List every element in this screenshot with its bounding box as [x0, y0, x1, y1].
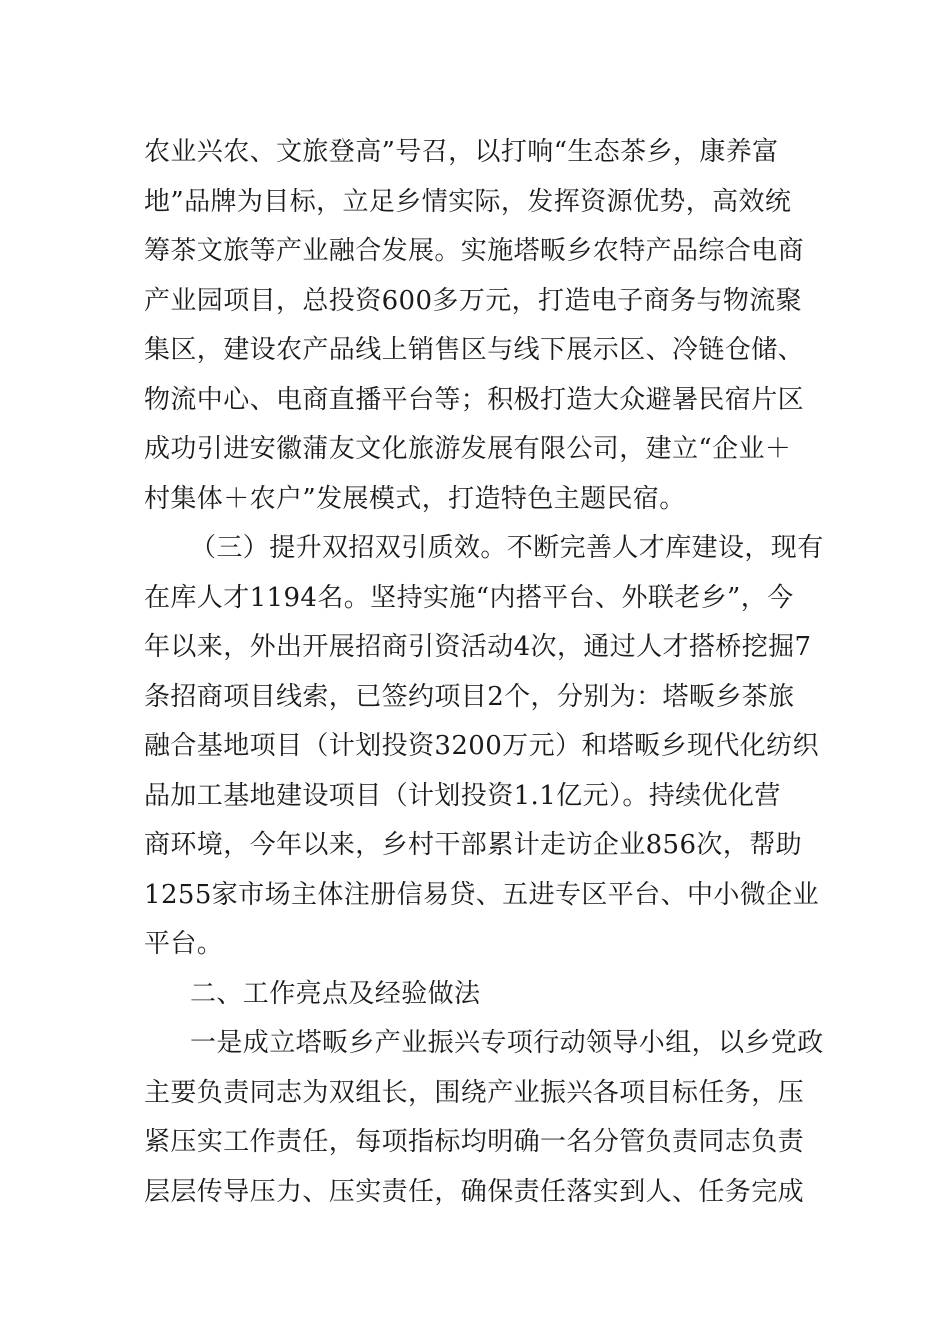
text-line: 在库人才1194名。坚持实施“内搭平台、外联老乡”，今	[144, 582, 794, 613]
section-heading: 二、工作亮点及经验做法	[190, 978, 481, 1009]
text-line: 融合基地项目（计划投资3200万元）和塔畈乡现代化纺织	[144, 731, 819, 761]
text-line: 农业兴农、文旅登高”号召，以打响“生态茶乡，康养富	[144, 137, 779, 167]
text-line: 主要负责同志为双组长，围绕产业振兴各项目标任务，压	[144, 1077, 805, 1108]
text-line: 年以来，外出开展招商引资活动4次，通过人才搭桥挖掘7	[144, 632, 812, 662]
text-line: 成功引进安徽蒲友文化旅游发展有限公司，建立“企业＋	[144, 434, 792, 464]
text-line: 一是成立塔畈乡产业振兴专项行动领导小组，以乡党政	[190, 1028, 824, 1058]
text-line: 筹茶文旅等产业融合发展。实施塔畈乡农特产品综合电商	[144, 236, 805, 266]
text-line: 物流中心、电商直播平台等；积极打造大众避暑民宿片区	[144, 384, 805, 415]
text-line: 紧压实工作责任，每项指标均明确一名分管负责同志负责	[144, 1127, 805, 1157]
text-line: 商环境，今年以来，乡村干部累计走访企业856次，帮助	[144, 830, 803, 860]
text-line: 1255家市场主体注册信易贷、五进专区平台、中小微企业	[144, 879, 819, 910]
text-line: 集区，建设农产品线上销售区与线下展示区、冷链仓储、	[144, 335, 805, 365]
text-line: 品加工基地建设项目（计划投资1.1亿元）。持续优化营	[144, 780, 781, 811]
text-line: 平台。	[144, 929, 224, 959]
text-line: 条招商项目线索，已签约项目2个，分别为：塔畈乡茶旅	[144, 681, 795, 712]
text-line: 层层传导压力、压实责任，确保责任落实到人、任务完成	[144, 1176, 805, 1207]
text-line: （三）提升双招双引质效。不断完善人才库建设，现有	[190, 533, 824, 563]
text-line: 村集体＋农户”发展模式，打造特色主题民宿。	[144, 483, 686, 514]
text-line: 地”品牌为目标，立足乡情实际，发挥资源优势，高效统	[144, 186, 792, 217]
body-text	[144, 128, 824, 1217]
text-line: 产业园项目，总投资600多万元，打造电子商务与物流聚	[144, 285, 803, 316]
